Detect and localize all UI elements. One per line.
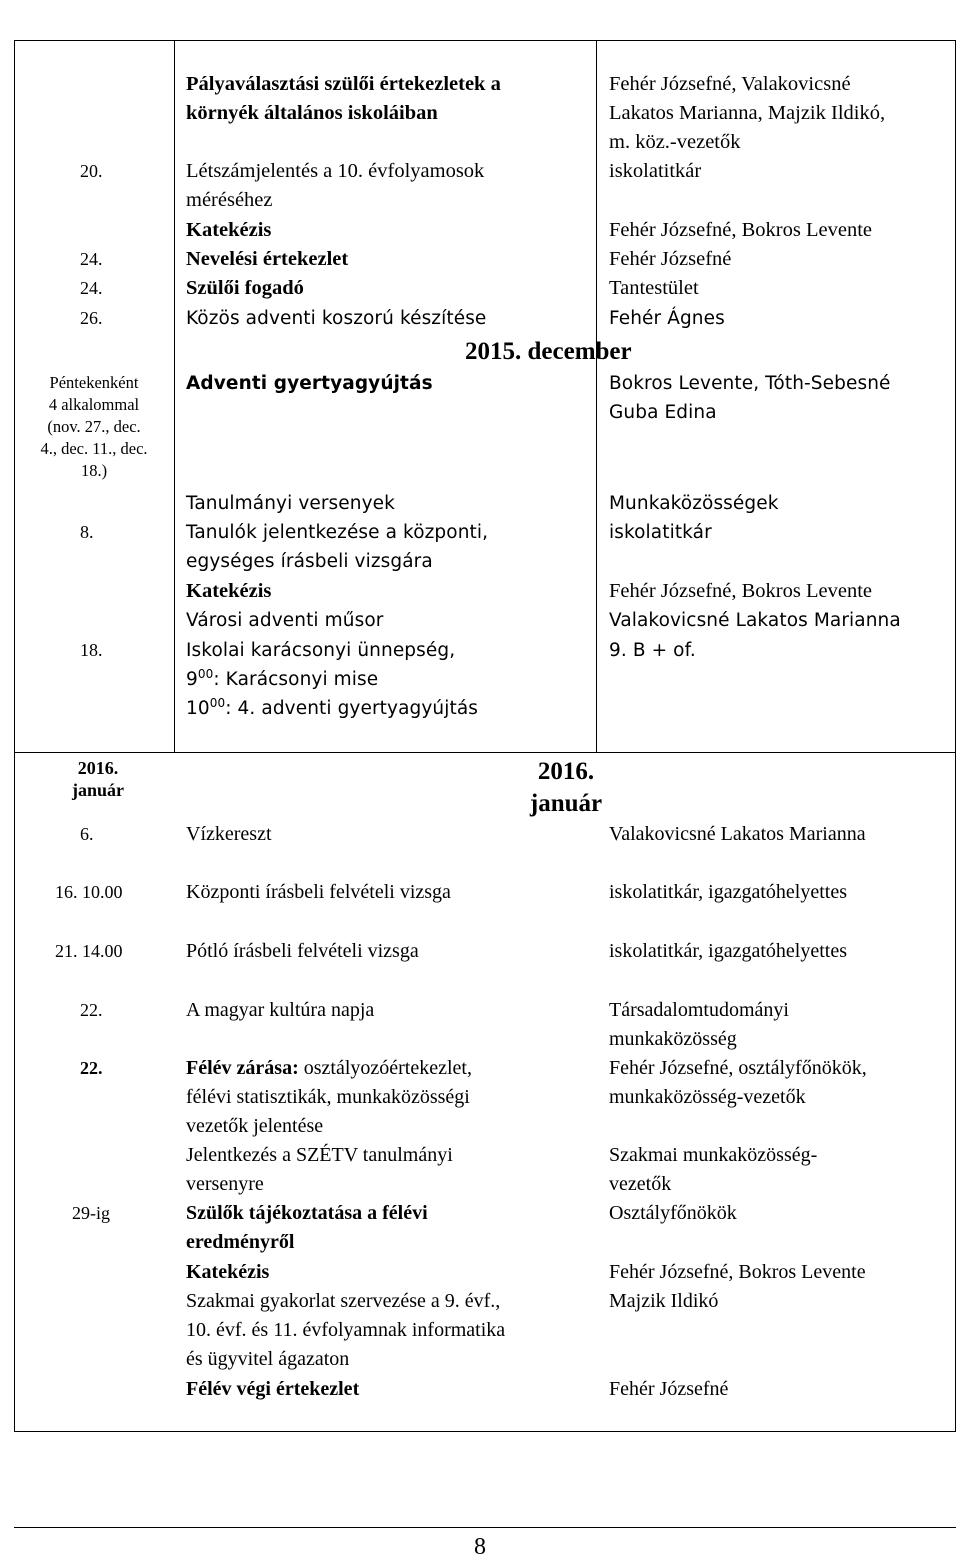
page-number: 8 <box>474 1534 486 1560</box>
row-title: méréséhez <box>186 189 273 211</box>
row-date: 21. 14.00 <box>55 941 123 961</box>
row-responsible: Fehér Józsefné <box>609 248 732 270</box>
row-date: Péntekenként <box>49 373 139 392</box>
row-responsible: iskolatitkár <box>609 160 702 182</box>
row-date: 18. <box>80 640 103 660</box>
row-responsible: Fehér Józsefné <box>609 1378 729 1400</box>
footer-rule <box>14 1527 956 1528</box>
row-title: Központi írásbeli felvételi vizsga <box>186 881 451 903</box>
row-responsible: Fehér Józsefné, osztályfőnökök, <box>609 1057 867 1079</box>
row-title: Jelentkezés a SZÉTV tanulmányi <box>186 1144 453 1166</box>
month-heading: január <box>529 790 603 817</box>
month-heading: 2015. december <box>465 338 632 365</box>
row-responsible: munkaközösség <box>609 1028 737 1050</box>
row-responsible: Fehér Ágnes <box>609 308 725 329</box>
row-date: 4 alkalommal <box>48 395 140 414</box>
column-divider-2 <box>596 40 597 752</box>
row-responsible: m. köz.-vezetők <box>609 131 741 153</box>
row-responsible: Osztályfőnökök <box>609 1202 737 1224</box>
row-title: Pótló írásbeli felvételi vizsga <box>186 940 419 962</box>
row-responsible: Fehér Józsefné, Valakovicsné <box>609 73 851 95</box>
row-responsible: munkaközösség-vezetők <box>609 1086 806 1108</box>
row-responsible: Munkaközösségek <box>609 493 779 514</box>
row-date: 8. <box>80 522 94 542</box>
row-responsible: Fehér Józsefné, Bokros Levente <box>609 219 872 241</box>
month-side-label: január <box>71 780 124 800</box>
month-heading: 2016. <box>537 758 595 785</box>
row-date: 6. <box>80 824 94 844</box>
row-responsible: iskolatitkár <box>609 522 712 543</box>
row-responsible: Szakmai munkaközösség- <box>609 1144 818 1166</box>
table-border <box>14 40 956 1432</box>
section-divider <box>14 752 956 753</box>
row-responsible: Fehér Józsefné, Bokros Levente <box>609 580 872 602</box>
row-title: Szülői fogadó <box>186 277 304 299</box>
row-title: versenyre <box>186 1173 264 1195</box>
row-responsible: iskolatitkár, igazgatóhelyettes <box>609 881 848 903</box>
row-responsible: Társadalomtudományi <box>609 999 789 1021</box>
row-title: 10. évf. és 11. évfolyamnak informatika <box>186 1319 506 1341</box>
row-title: Tanulmányi versenyek <box>186 493 395 514</box>
row-title: $10^{00}$: 4. adventi gyertyagyújtás <box>186 696 478 719</box>
row-responsible: Valakovicsné Lakatos Marianna <box>609 610 901 631</box>
row-title: Adventi gyertyagyújtás <box>186 373 433 394</box>
column-divider-1 <box>174 40 175 752</box>
row-title: $9^{00}$: Karácsonyi mise <box>186 667 379 690</box>
row-title: Szakmai gyakorlat szervezése a 9. évf., <box>186 1290 501 1312</box>
row-date: 26. <box>80 308 103 328</box>
row-responsible: Bokros Levente, Tóth-Sebesné <box>609 373 891 394</box>
row-date: 24. <box>80 278 103 298</box>
row-title: és ügyvitel ágazaton <box>186 1348 350 1370</box>
row-responsible: Valakovicsné Lakatos Marianna <box>609 823 866 845</box>
row-date: 22. <box>80 1000 103 1020</box>
row-title: Pályaválasztási szülői értekezletek a <box>186 73 501 95</box>
row-title: egységes írásbeli vizsgára <box>186 551 433 572</box>
month-side-label: 2016. <box>77 758 119 778</box>
row-responsible: Tantestület <box>609 277 699 299</box>
row-responsible: Lakatos Marianna, Majzik Ildikó, <box>609 102 886 124</box>
row-responsible: Fehér Józsefné, Bokros Levente <box>609 1261 866 1283</box>
row-title: Nevelési értekezlet <box>186 248 349 270</box>
row-title: Katekézis <box>186 1261 270 1283</box>
row-title: félévi statisztikák, munkaközösségi <box>186 1086 470 1108</box>
row-title: eredményről <box>186 1231 295 1253</box>
row-title: Katekézis <box>186 580 272 602</box>
row-date: 16. 10.00 <box>55 882 123 902</box>
row-date: 29-ig <box>72 1203 110 1223</box>
row-date: 22. <box>80 1058 103 1078</box>
row-responsible: Majzik Ildikó <box>609 1290 719 1312</box>
row-date: 4., dec. 11., dec. <box>40 439 148 458</box>
row-responsible: iskolatitkár, igazgatóhelyettes <box>609 940 848 962</box>
row-date: (nov. 27., dec. <box>47 417 141 436</box>
row-title: Félév végi értekezlet <box>186 1378 360 1400</box>
row-title: Vízkereszt <box>186 823 272 845</box>
row-date: 20. <box>80 161 103 181</box>
row-title: Félév zárása: osztályozóértekezlet, <box>186 1057 472 1079</box>
row-title: környék általános iskoláiban <box>186 102 438 124</box>
row-title: A magyar kultúra napja <box>186 999 375 1021</box>
row-date: 18.) <box>80 461 108 480</box>
row-responsible: Guba Edina <box>609 402 717 423</box>
row-title: vezetők jelentése <box>186 1115 324 1137</box>
row-title: Szülők tájékoztatása a félévi <box>186 1202 428 1224</box>
row-title: Iskolai karácsonyi ünnepség, <box>186 640 456 661</box>
row-date: 24. <box>80 249 103 269</box>
row-title: Városi adventi műsor <box>186 610 384 631</box>
row-title: Tanulók jelentkezése a központi, <box>186 522 489 543</box>
row-title: Katekézis <box>186 219 272 241</box>
row-title: Létszámjelentés a 10. évfolyamosok <box>186 160 485 182</box>
row-responsible: vezetők <box>609 1173 672 1195</box>
row-title: Közös adventi koszorú készítése <box>186 308 487 329</box>
row-responsible: 9. B + of. <box>609 640 696 661</box>
